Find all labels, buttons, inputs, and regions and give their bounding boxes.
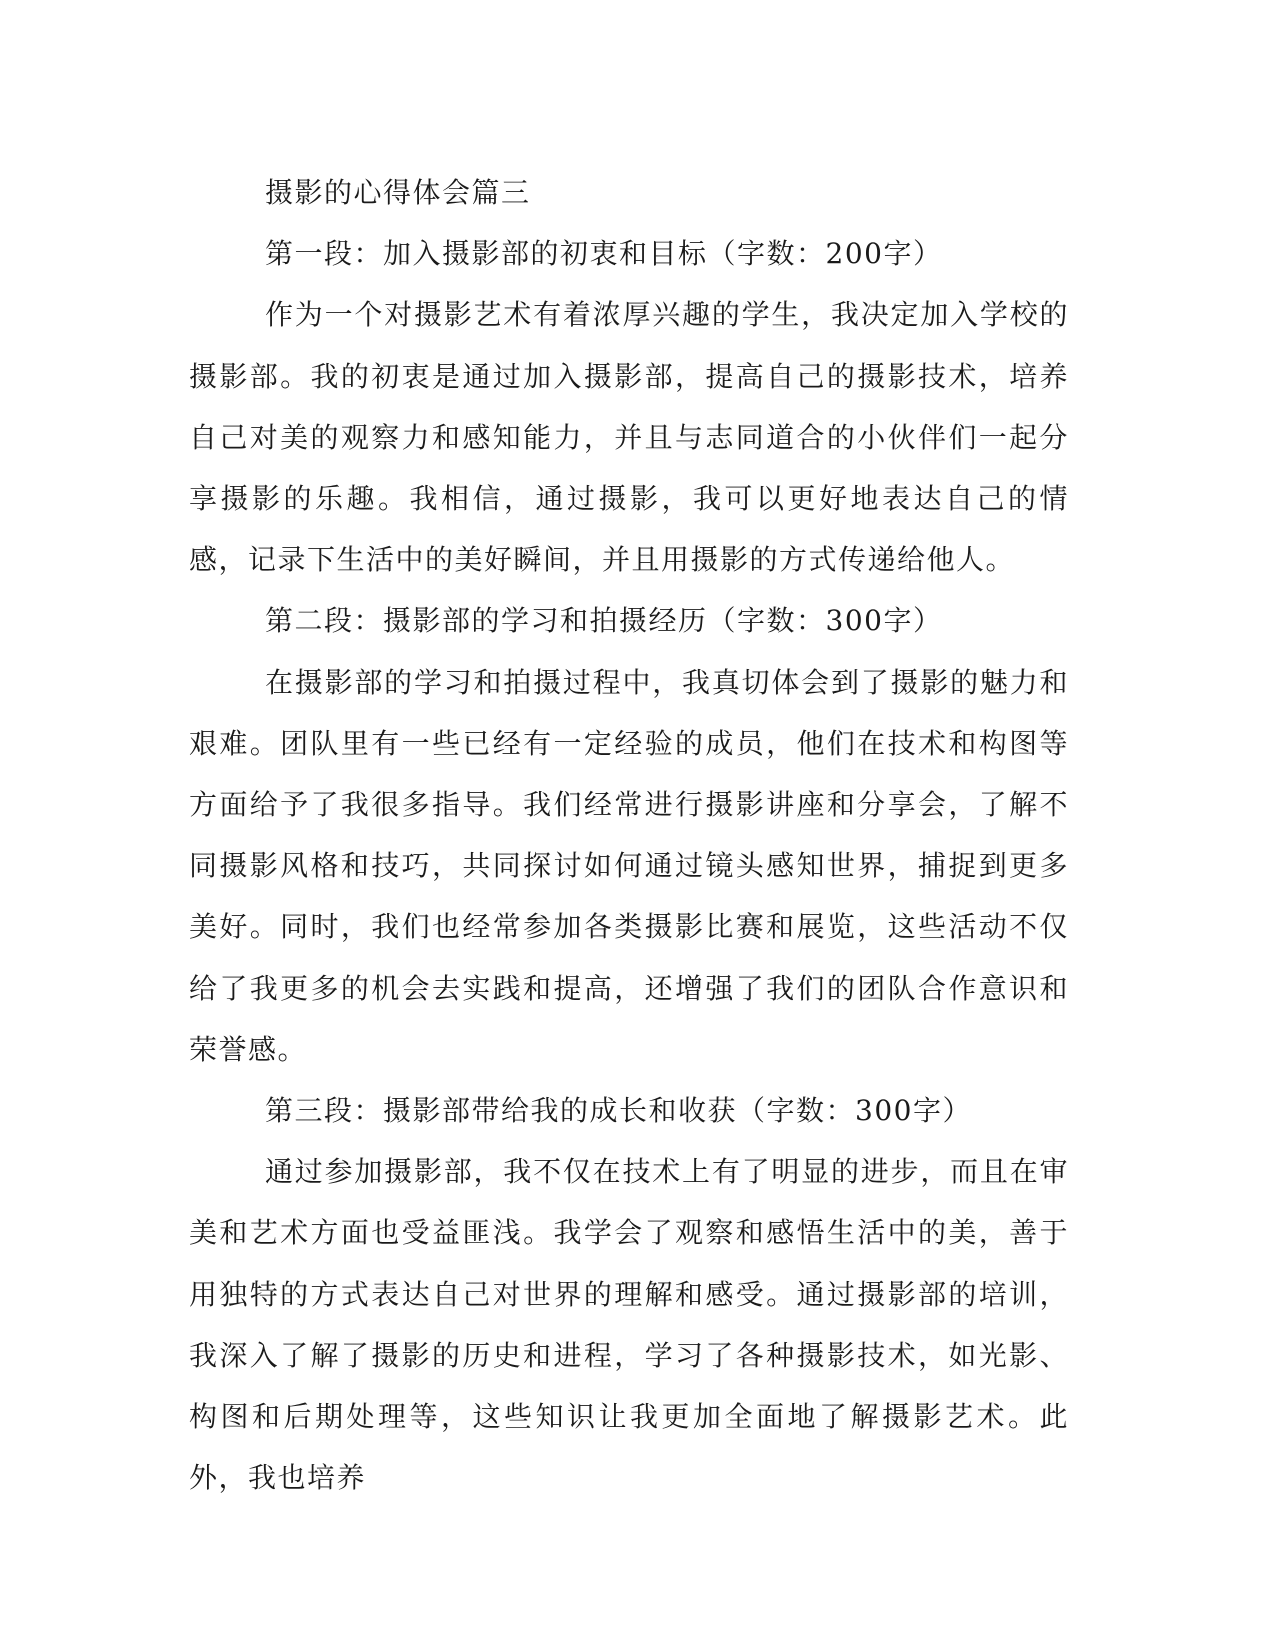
document-title: 摄影的心得体会篇三 bbox=[265, 176, 531, 209]
section-3-paragraph: 通过参加摄影部，我不仅在技术上有了明显的进步，而且在审美和艺术方面也受益匪浅。我学会了观察和感悟生活中的美，善于用独特的方式表达自己对世界的理解和感受。通过摄影部的培训，我深入了解了摄影的历史和进程，学习了各种摄影技术，如光影、构图和后期处理等，这些知识让我更加全面地了解摄影艺术。此外，我也培养 bbox=[189, 1155, 1069, 1495]
section-1-heading: 第一段：加入摄影部的初衷和目标（字数：200字） bbox=[265, 237, 943, 271]
section-2-heading: 第二段：摄影部的学习和拍摄经历（字数：300字） bbox=[265, 604, 943, 638]
section-1-paragraph: 作为一个对摄影艺术有着浓厚兴趣的学生，我决定加入学校的摄影部。我的初衷是通过加入摄影部，提高自己的摄影技术，培养自己对美的观察力和感知能力，并且与志同道合的小伙伴们一起分享摄影的乐趣。我相信，通过摄影，我可以更好地表达自己的情感，记录下生活中的美好瞬间，并且用摄影的方式传递给他人。 bbox=[189, 298, 1069, 577]
document-body bbox=[189, 162, 1069, 1508]
section-2-paragraph: 在摄影部的学习和拍摄过程中，我真切体会到了摄影的魅力和艰难。团队里有一些已经有一定经验的成员，他们在技术和构图等方面给予了我很多指导。我们经常进行摄影讲座和分享会，了解不同摄影风格和技巧，共同探讨如何通过镜头感知世界，捕捉到更多美好。同时，我们也经常参加各类摄影比赛和展览，这些活动不仅给了我更多的机会去实践和提高，还增强了我们的团队合作意识和荣誉感。 bbox=[189, 665, 1069, 1066]
section-3-heading: 第三段：摄影部带给我的成长和收获（字数：300字） bbox=[265, 1094, 972, 1128]
